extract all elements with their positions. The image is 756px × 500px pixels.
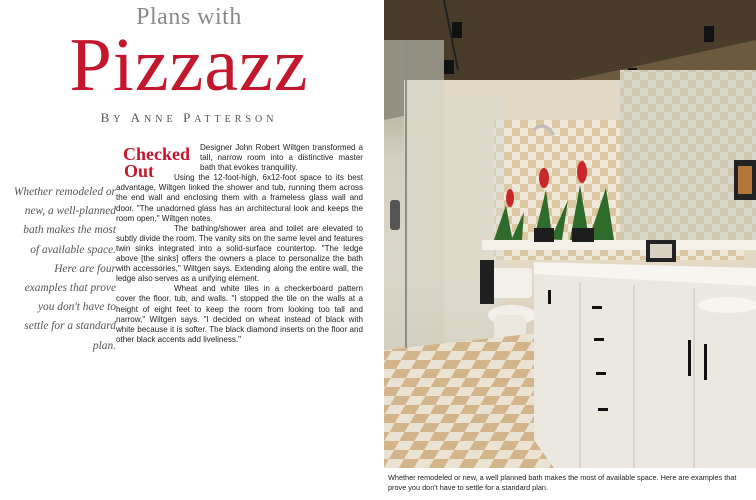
bathroom-photo-illustration bbox=[384, 0, 756, 468]
towel bbox=[480, 260, 494, 304]
pre-title: Plans with bbox=[136, 4, 242, 30]
photo-caption: Whether remodeled or new, a well planned bath makes the most of available space. Here are examples that prove you don't have to settle for a standard plan. bbox=[388, 473, 737, 492]
sink bbox=[698, 297, 756, 313]
right-page bbox=[384, 0, 756, 500]
bathroom-photo bbox=[384, 0, 756, 468]
sidebar-pull-quote: Whether remodeled or new, a well-planned bath makes the most of available space. Here are four examples that prove you don't have to settle for a standard plan. bbox=[13, 186, 116, 352]
byline: BY ANNE PATTERSON bbox=[100, 110, 278, 125]
vanity-ledge bbox=[482, 240, 756, 250]
track-light-icon bbox=[452, 22, 462, 38]
article-paragraph: The bathing/shower area and toilet are elevated to subtly divide the room. The vanity sits on the same level and features twin sinks integrated into a solid-surface countertop. "The ledge above [the sinks] offers the owners a place to personalize the bath with accessories," Wiltgen says. Extending along the entire wall, the ledge also serves as a unifying element. bbox=[116, 223, 363, 284]
article-paragraph: Designer John Robert Wiltgen transformed a tall, narrow room into a distinctive master bath that evokes tranquility. bbox=[200, 143, 363, 173]
article-paragraph: Using the 12-foot-high, 6x12-foot space to its best advantage, Wiltgen linked the shower and tub, running them across the end wall and enclosing them with a frameless glass wall and door. "The unadorned glass has an architectural look and keeps the room open," Wiltgen notes. bbox=[116, 173, 363, 223]
article-heading-line1: Checked bbox=[123, 144, 190, 164]
main-title: Pizzazz bbox=[69, 23, 309, 107]
article-heading-line2: Out bbox=[123, 161, 154, 181]
article-paragraph: Wheat and white tiles in a checkerboard pattern cover the floor, tub, and walls. "I stopped the tile on the walls at a height of eight feet to keep the room from looking too tall and narrow," Wiltgen says. "I decided on wheat instead of black with white because it is softer. The black diamond inserts on the floor and other black accents add liveliness." bbox=[116, 284, 363, 344]
article-body bbox=[116, 143, 363, 345]
